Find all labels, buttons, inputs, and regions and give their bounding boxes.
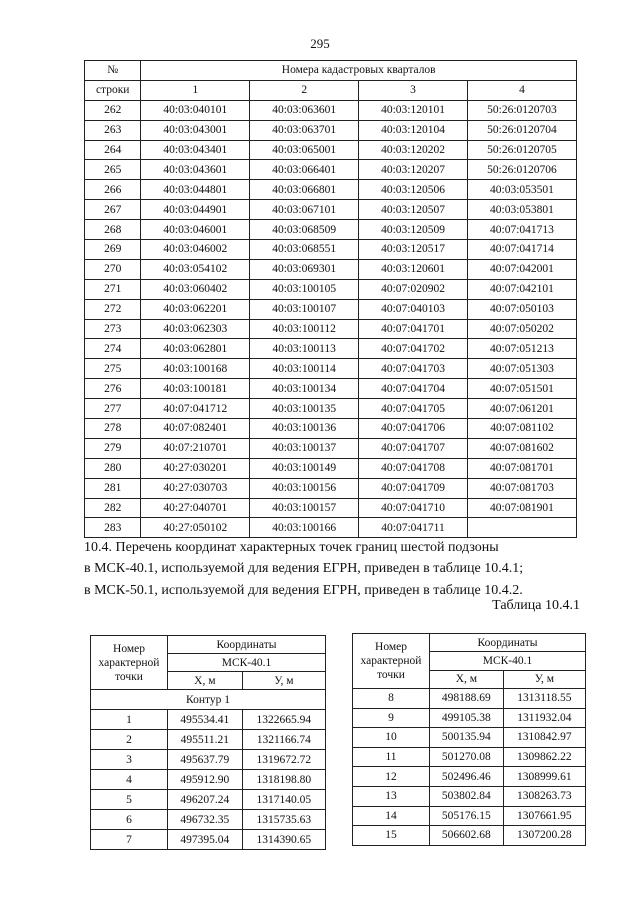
table-cell: 40:03:063601 xyxy=(250,100,359,120)
table-row xyxy=(85,438,577,458)
table-cell: 40:07:051303 xyxy=(467,359,576,379)
table-cell: 498188.69 xyxy=(430,689,504,709)
table-row xyxy=(85,498,577,518)
table-cell: 40:07:041709 xyxy=(359,478,468,498)
table-row xyxy=(85,180,577,200)
table-cell: 40:03:100156 xyxy=(250,478,359,498)
table-row xyxy=(91,770,326,790)
table-cell: 40:03:065001 xyxy=(250,140,359,160)
row-number-cell: 265 xyxy=(85,160,141,180)
table-cell: 40:03:060402 xyxy=(141,279,250,299)
row-number-cell: 5 xyxy=(91,790,168,810)
table-cell: 1322665.94 xyxy=(242,710,325,730)
table-cell: 40:03:100137 xyxy=(250,438,359,458)
row-number-cell: 9 xyxy=(353,708,430,728)
table-cell: 40:03:062201 xyxy=(141,299,250,319)
table-cell: 40:27:030201 xyxy=(141,458,250,478)
table-row xyxy=(85,399,577,419)
table-cell: 1317140.05 xyxy=(242,790,325,810)
table-cell: 40:07:050103 xyxy=(467,299,576,319)
coords-system-header: МСК-40.1 xyxy=(168,654,326,672)
table-row xyxy=(91,810,326,830)
table-cell: 40:03:120506 xyxy=(359,180,468,200)
x-header: X, м xyxy=(430,670,504,688)
table-cell: 40:03:046002 xyxy=(141,240,250,260)
table-row xyxy=(85,518,577,538)
coords-system-header: МСК-40.1 xyxy=(430,652,586,670)
table-row xyxy=(85,160,577,180)
table-cell: 40:03:040101 xyxy=(141,100,250,120)
table-cell: 50:26:0120703 xyxy=(467,100,576,120)
table-cell: 40:07:041703 xyxy=(359,359,468,379)
table-cell: 40:03:100135 xyxy=(250,399,359,419)
table-cell: 502496.46 xyxy=(430,767,504,787)
table-cell: 40:07:051213 xyxy=(467,339,576,359)
row-number-cell: 279 xyxy=(85,438,141,458)
row-number-cell: 268 xyxy=(85,220,141,240)
table-cell: 40:03:100149 xyxy=(250,458,359,478)
table-cell: 40:07:041704 xyxy=(359,379,468,399)
table-body xyxy=(353,689,586,846)
table-cell: 40:03:054102 xyxy=(141,259,250,279)
table-row xyxy=(85,379,577,399)
row-number-cell: 281 xyxy=(85,478,141,498)
table-cell: 50:26:0120706 xyxy=(467,160,576,180)
y-header: У, м xyxy=(503,670,585,688)
table-row xyxy=(91,830,326,850)
table-cell: 40:03:120202 xyxy=(359,140,468,160)
table-row xyxy=(91,710,326,730)
table-header-row xyxy=(85,80,577,100)
row-number-cell: 3 xyxy=(91,750,168,770)
table-row xyxy=(85,458,577,478)
table-cell: 40:07:210701 xyxy=(141,438,250,458)
table-cell: 499105.38 xyxy=(430,708,504,728)
table-row xyxy=(353,728,586,748)
table-caption: Таблица 10.4.1 xyxy=(492,598,580,613)
table-cell: 1315735.63 xyxy=(242,810,325,830)
contour-label: Контур 1 xyxy=(91,690,326,710)
group-header: Номера кадастровых кварталов xyxy=(141,61,577,81)
table-row xyxy=(85,259,577,279)
row-number-cell: 6 xyxy=(91,810,168,830)
page-number: 295 xyxy=(310,36,330,51)
table-cell: 40:03:067101 xyxy=(250,200,359,220)
table-cell: 40:03:053801 xyxy=(467,200,576,220)
table-cell: 40:03:068551 xyxy=(250,240,359,260)
table-cell: 40:07:041707 xyxy=(359,438,468,458)
table-cell: 1308999.61 xyxy=(503,767,585,787)
table-cell: 40:03:100113 xyxy=(250,339,359,359)
table-row xyxy=(91,730,326,750)
table-cell: 40:03:100112 xyxy=(250,319,359,339)
table-cell: 40:03:100136 xyxy=(250,419,359,439)
column-number: 1 xyxy=(141,80,250,100)
row-number-cell: 11 xyxy=(353,747,430,767)
table-cell: 40:27:050102 xyxy=(141,518,250,538)
coordinates-table-left xyxy=(90,635,326,850)
row-number-cell: 266 xyxy=(85,180,141,200)
table-cell: 505176.15 xyxy=(430,806,504,826)
table-cell: 1319672.72 xyxy=(242,750,325,770)
table-cell: 40:07:081602 xyxy=(467,438,576,458)
table-row xyxy=(353,689,586,709)
table-cell: 496207.24 xyxy=(168,790,243,810)
table-cell: 1307661.95 xyxy=(503,806,585,826)
table-cell: 40:03:100157 xyxy=(250,498,359,518)
table-cell: 495637.79 xyxy=(168,750,243,770)
point-number-header: Номер характерной точки xyxy=(353,634,430,689)
table-cell: 1307200.28 xyxy=(503,826,585,846)
table-cell: 497395.04 xyxy=(168,830,243,850)
row-number-cell: 269 xyxy=(85,240,141,260)
table-cell: 40:03:100181 xyxy=(141,379,250,399)
table-row xyxy=(85,120,577,140)
cadastral-quarters-table xyxy=(84,60,577,538)
table-cell: 40:03:053501 xyxy=(467,180,576,200)
row-number-cell: 264 xyxy=(85,140,141,160)
row-number-cell: 276 xyxy=(85,379,141,399)
table-cell: 1314390.65 xyxy=(242,830,325,850)
point-number-header: Номер характерной точки xyxy=(91,636,168,690)
table-cell: 40:03:100168 xyxy=(141,359,250,379)
table-cell: 40:03:043401 xyxy=(141,140,250,160)
table-cell: 50:26:0120705 xyxy=(467,140,576,160)
table-row xyxy=(353,786,586,806)
table-cell: 40:03:100166 xyxy=(250,518,359,538)
table-row xyxy=(85,478,577,498)
table-cell: 40:03:062303 xyxy=(141,319,250,339)
table-row xyxy=(353,826,586,846)
table-row xyxy=(91,790,326,810)
table-cell: 40:07:020902 xyxy=(359,279,468,299)
table-cell: 40:03:120601 xyxy=(359,259,468,279)
table-cell: 1321166.74 xyxy=(242,730,325,750)
table-cell: 1310842.97 xyxy=(503,728,585,748)
coords-header: Координаты xyxy=(430,634,586,652)
row-number-cell: 1 xyxy=(91,710,168,730)
paragraph-line: 10.4. Перечень координат характерных точек границ шестой подзоны xyxy=(84,540,499,555)
table-cell: 40:03:120507 xyxy=(359,200,468,220)
table-cell: 40:03:068509 xyxy=(250,220,359,240)
table-row xyxy=(85,100,577,120)
table-row xyxy=(353,806,586,826)
row-number-cell: 14 xyxy=(353,806,430,826)
table-cell: 40:07:042001 xyxy=(467,259,576,279)
table-cell: 1309862.22 xyxy=(503,747,585,767)
table-cell: 500135.94 xyxy=(430,728,504,748)
y-header: У, м xyxy=(242,672,325,690)
row-number-cell: 272 xyxy=(85,299,141,319)
table-row xyxy=(85,339,577,359)
table-cell: 40:07:050202 xyxy=(467,319,576,339)
table-row xyxy=(353,747,586,767)
table-cell: 40:03:100105 xyxy=(250,279,359,299)
table-cell: 40:27:030703 xyxy=(141,478,250,498)
coords-header: Координаты xyxy=(168,636,326,654)
table-body xyxy=(85,100,577,538)
table-row xyxy=(353,708,586,728)
table-cell: 495912.90 xyxy=(168,770,243,790)
table-cell: 40:07:041705 xyxy=(359,399,468,419)
table-cell: 506602.68 xyxy=(430,826,504,846)
table-cell: 40:07:081703 xyxy=(467,478,576,498)
table-cell: 495511.21 xyxy=(168,730,243,750)
table-cell: 40:07:042101 xyxy=(467,279,576,299)
table-row xyxy=(85,140,577,160)
table-cell: 1311932.04 xyxy=(503,708,585,728)
table-cell: 40:03:120509 xyxy=(359,220,468,240)
table-cell: 40:07:081701 xyxy=(467,458,576,478)
row-number-cell: 10 xyxy=(353,728,430,748)
table-cell: 40:03:044801 xyxy=(141,180,250,200)
table-cell: 40:27:040701 xyxy=(141,498,250,518)
row-number-cell: 15 xyxy=(353,826,430,846)
row-number-header-2: строки xyxy=(85,80,141,100)
table-row xyxy=(85,240,577,260)
table-cell: 40:07:061201 xyxy=(467,399,576,419)
row-number-cell: 263 xyxy=(85,120,141,140)
table-row xyxy=(85,359,577,379)
table-cell: 40:07:040103 xyxy=(359,299,468,319)
row-number-cell: 277 xyxy=(85,399,141,419)
row-number-cell: 271 xyxy=(85,279,141,299)
table-cell: 40:03:120517 xyxy=(359,240,468,260)
paragraph-line: в МСК-40.1, используемой для ведения ЕГРН, приведен в таблице 10.4.1; xyxy=(84,561,524,576)
row-number-cell: 278 xyxy=(85,419,141,439)
table-cell: 40:03:120101 xyxy=(359,100,468,120)
table-cell xyxy=(467,518,576,538)
x-header: X, м xyxy=(168,672,243,690)
table-cell: 496732.35 xyxy=(168,810,243,830)
table-header-row xyxy=(85,61,577,81)
table-cell: 1313118.55 xyxy=(503,689,585,709)
row-number-cell: 4 xyxy=(91,770,168,790)
table-cell: 40:07:041711 xyxy=(359,518,468,538)
row-number-cell: 273 xyxy=(85,319,141,339)
column-number: 3 xyxy=(359,80,468,100)
table-body xyxy=(91,710,326,850)
table-row xyxy=(85,279,577,299)
table-cell: 40:07:041713 xyxy=(467,220,576,240)
table-cell: 40:07:081102 xyxy=(467,419,576,439)
table-cell: 40:03:043601 xyxy=(141,160,250,180)
row-number-cell: 262 xyxy=(85,100,141,120)
row-number-cell: 13 xyxy=(353,786,430,806)
row-number-cell: 275 xyxy=(85,359,141,379)
table-cell: 40:03:063701 xyxy=(250,120,359,140)
table-row xyxy=(85,220,577,240)
row-number-cell: 270 xyxy=(85,259,141,279)
table-row xyxy=(85,200,577,220)
coordinates-table-right xyxy=(352,633,586,846)
table-cell: 50:26:0120704 xyxy=(467,120,576,140)
table-row xyxy=(91,750,326,770)
table-cell: 40:03:120207 xyxy=(359,160,468,180)
table-cell: 495534.41 xyxy=(168,710,243,730)
table-cell: 40:07:041712 xyxy=(141,399,250,419)
table-cell: 40:03:066401 xyxy=(250,160,359,180)
table-row xyxy=(353,767,586,787)
row-number-cell: 2 xyxy=(91,730,168,750)
column-number: 2 xyxy=(250,80,359,100)
table-cell: 40:03:066801 xyxy=(250,180,359,200)
row-number-cell: 280 xyxy=(85,458,141,478)
row-number-cell: 283 xyxy=(85,518,141,538)
table-cell: 40:03:100134 xyxy=(250,379,359,399)
row-number-cell: 267 xyxy=(85,200,141,220)
table-cell: 40:03:069301 xyxy=(250,259,359,279)
table-cell: 40:07:051501 xyxy=(467,379,576,399)
table-row xyxy=(85,319,577,339)
column-number: 4 xyxy=(467,80,576,100)
table-row xyxy=(85,419,577,439)
row-number-header: № xyxy=(85,61,141,81)
table-cell: 40:07:041701 xyxy=(359,319,468,339)
table-cell: 40:07:081901 xyxy=(467,498,576,518)
table-cell: 1318198.80 xyxy=(242,770,325,790)
table-cell: 40:07:041702 xyxy=(359,339,468,359)
table-cell: 40:03:044901 xyxy=(141,200,250,220)
table-cell: 501270.08 xyxy=(430,747,504,767)
table-cell: 40:03:100114 xyxy=(250,359,359,379)
row-number-cell: 8 xyxy=(353,689,430,709)
row-number-cell: 274 xyxy=(85,339,141,359)
row-number-cell: 7 xyxy=(91,830,168,850)
table-cell: 40:07:041714 xyxy=(467,240,576,260)
row-number-cell: 282 xyxy=(85,498,141,518)
table-cell: 40:07:041710 xyxy=(359,498,468,518)
table-cell: 1308263.73 xyxy=(503,786,585,806)
table-cell: 40:03:043001 xyxy=(141,120,250,140)
table-cell: 40:03:046001 xyxy=(141,220,250,240)
table-row xyxy=(85,299,577,319)
table-cell: 40:03:120104 xyxy=(359,120,468,140)
table-cell: 40:03:062801 xyxy=(141,339,250,359)
table-cell: 40:07:041708 xyxy=(359,458,468,478)
table-cell: 503802.84 xyxy=(430,786,504,806)
paragraph-line: в МСК-50.1, используемой для ведения ЕГРН, приведен в таблице 10.4.2. xyxy=(84,583,523,598)
row-number-cell: 12 xyxy=(353,767,430,787)
table-cell: 40:03:100107 xyxy=(250,299,359,319)
table-cell: 40:07:041706 xyxy=(359,419,468,439)
table-cell: 40:07:082401 xyxy=(141,419,250,439)
